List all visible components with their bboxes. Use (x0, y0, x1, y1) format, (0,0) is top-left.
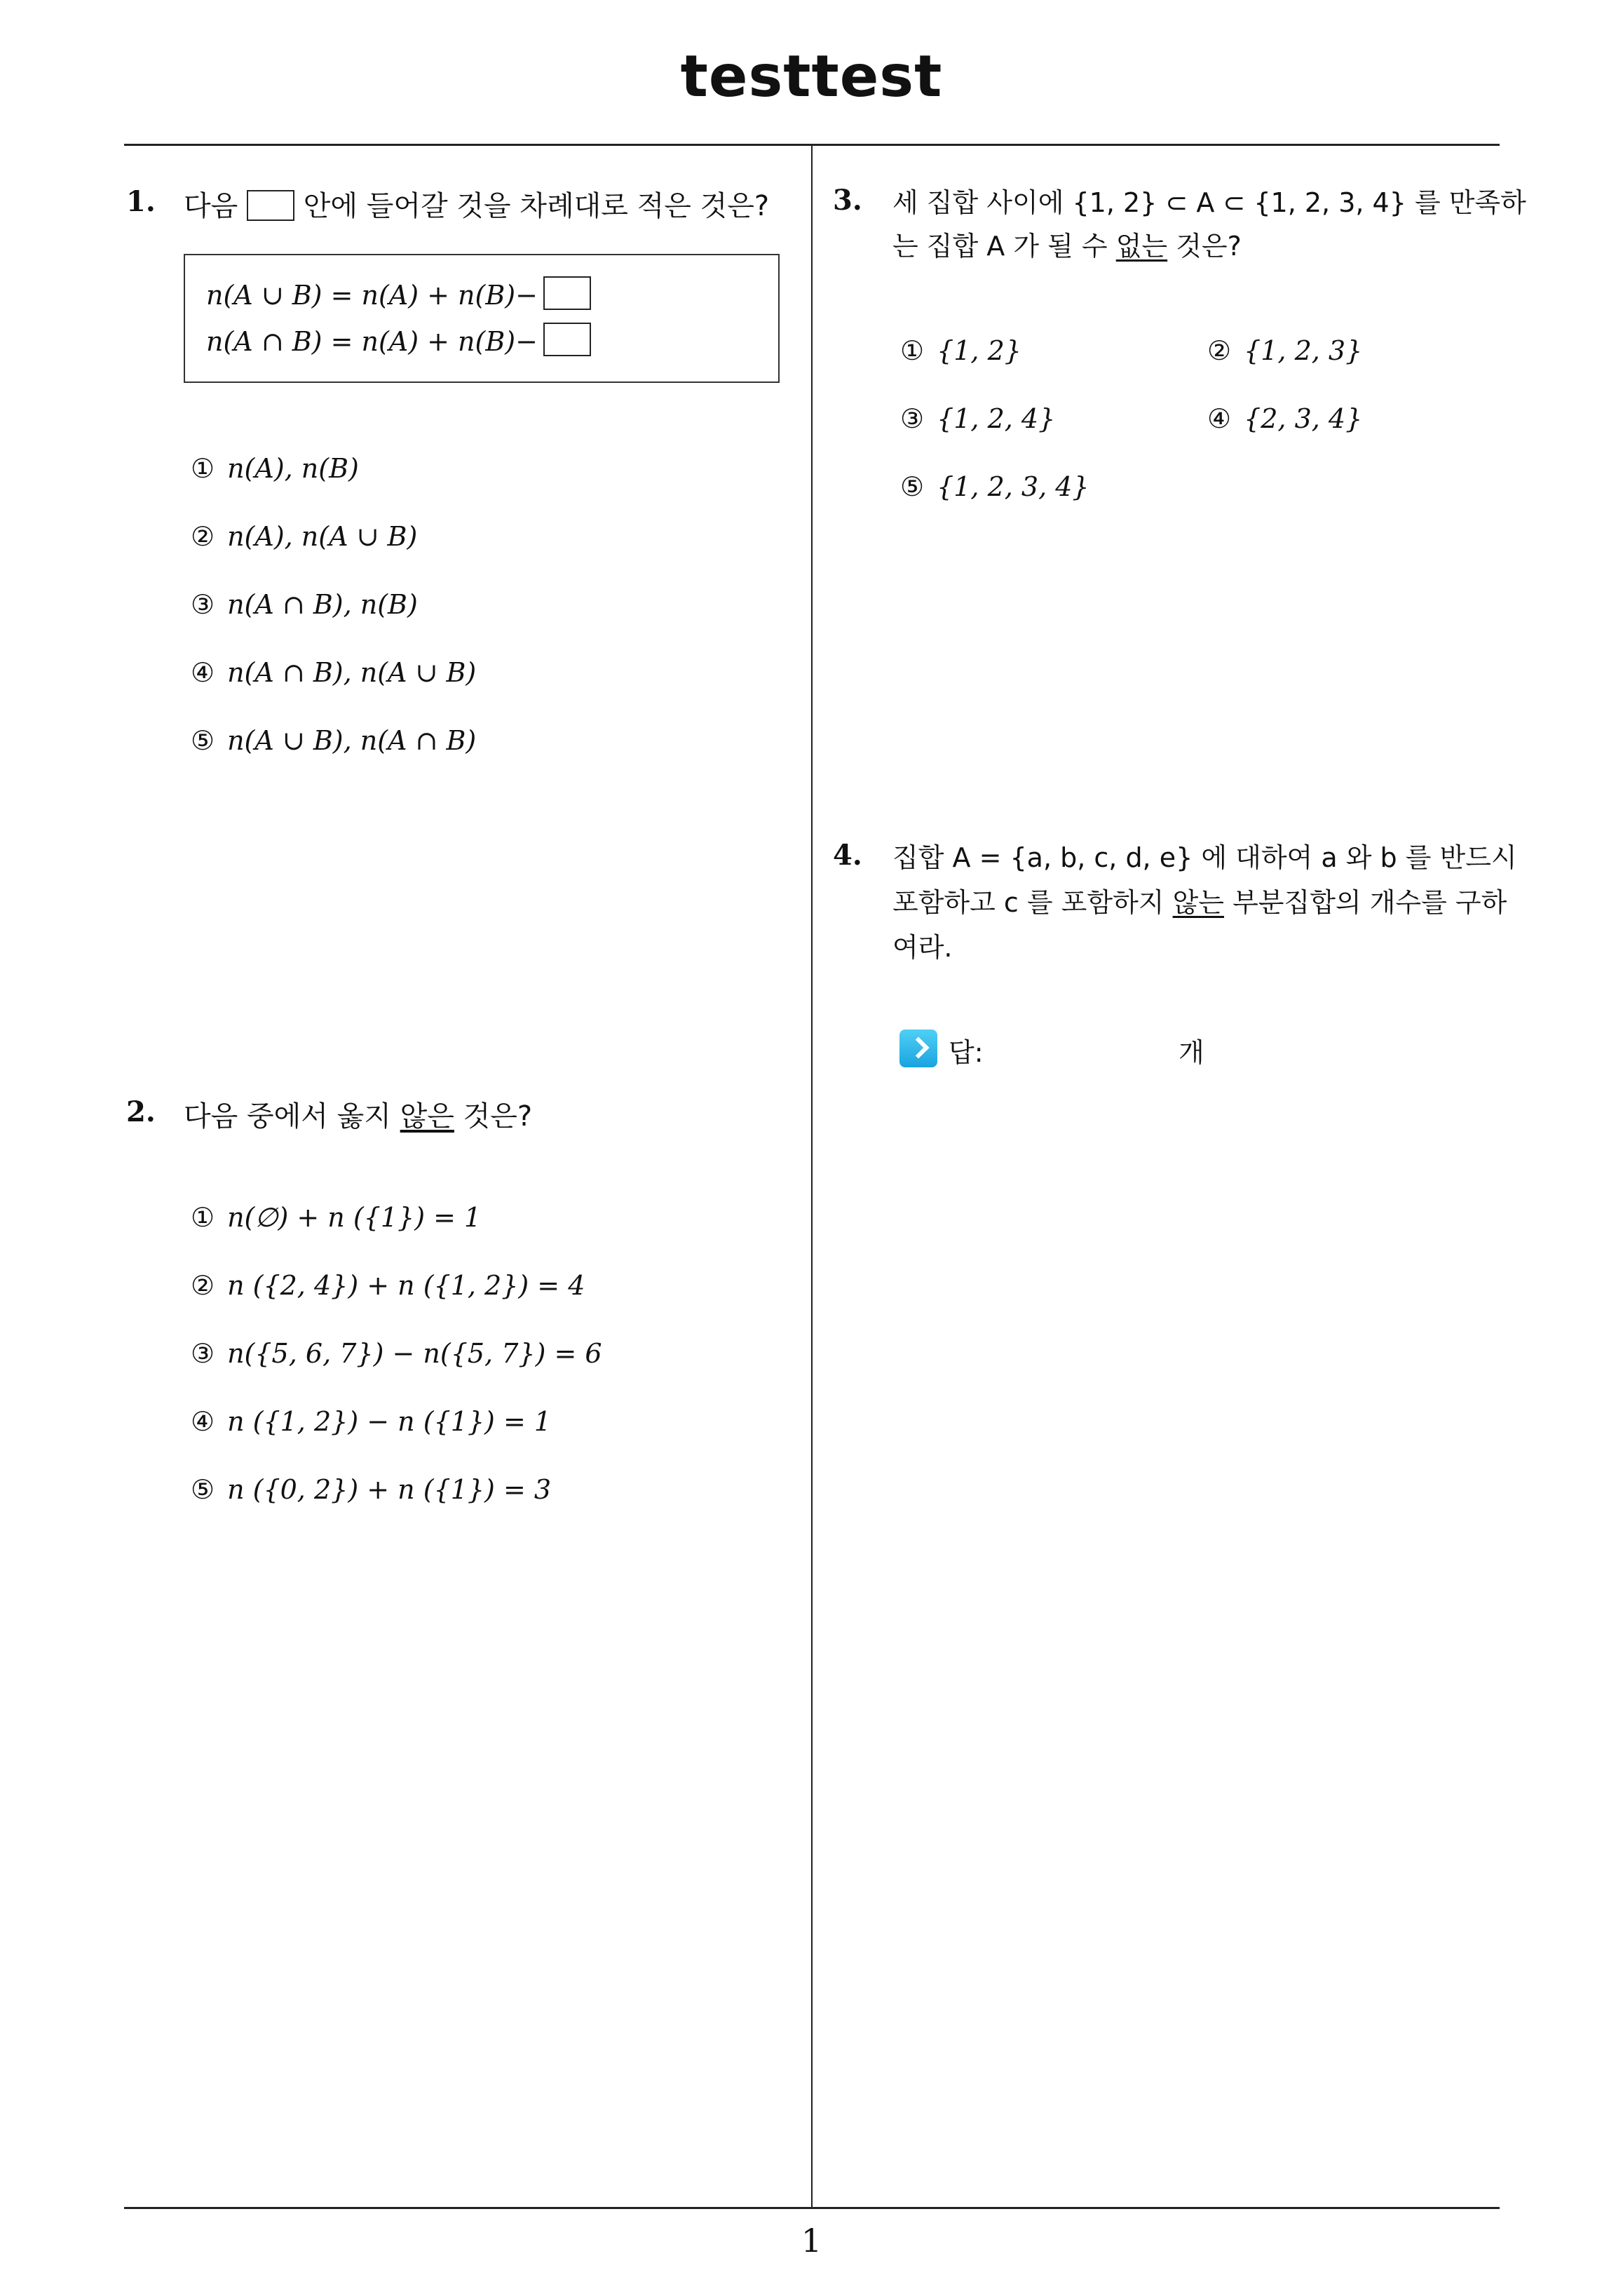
choice-mark: ④ (1207, 403, 1232, 434)
choice-5[interactable] (191, 1474, 551, 1505)
choice-1[interactable] (900, 335, 1021, 366)
chevron-right-icon (899, 1029, 937, 1067)
answer-blank (543, 276, 591, 310)
answer-unit: 개 (1179, 1037, 1204, 1068)
question-text-after: 부분집합의 개수를 구하 (1224, 887, 1507, 918)
question-text-before: 는 집합 A 가 될 수 (892, 231, 1116, 262)
choice-expr: n(A), n(A ∪ B) (227, 521, 418, 552)
question-text (184, 1094, 532, 1134)
question-text-underlined: 없는 (1115, 231, 1168, 262)
page-number: 1 (801, 2222, 822, 2260)
choice-5[interactable] (900, 471, 1089, 502)
choice-expr: {1, 2, 3} (1244, 335, 1363, 366)
answer-blank (247, 190, 294, 221)
choice-expr: n(A ∩ B), n(A ∪ B) (227, 657, 477, 688)
answer-blank (543, 323, 591, 356)
choice-expr: {2, 3, 4} (1244, 403, 1363, 434)
question-text-before: 다음 (184, 190, 238, 222)
choice-mark: ⑤ (191, 1474, 215, 1505)
choice-mark: ② (191, 1270, 215, 1301)
choice-mark: ③ (191, 1338, 215, 1369)
column-divider (811, 145, 813, 2208)
choice-5[interactable] (191, 725, 476, 756)
formula-box (184, 254, 780, 383)
question-number: 2. (126, 1095, 156, 1128)
choice-2[interactable] (191, 521, 417, 552)
choice-expr: n ({1, 2}) − n ({1}) = 1 (227, 1406, 552, 1437)
choice-3[interactable] (191, 589, 418, 620)
choice-4[interactable] (191, 657, 476, 688)
question-text-line-3: 여라. (892, 932, 953, 963)
choice-expr: n(A ∩ B), n(B) (227, 589, 418, 620)
choice-expr: n({5, 6, 7}) − n({5, 7}) = 6 (227, 1338, 602, 1369)
document-title: testtest (680, 43, 943, 110)
choice-2[interactable] (1207, 335, 1362, 366)
formula-union-text: n(A ∪ B) = n(A) + n(B)− (206, 280, 538, 311)
choice-3[interactable] (900, 403, 1055, 434)
formula-intersection (206, 323, 591, 357)
question-number: 4. (833, 839, 862, 872)
choice-expr: n(∅) + n ({1}) = 1 (227, 1202, 482, 1233)
question-text-line-1: 집합 A = {a, b, c, d, e} 에 대하여 a 와 b 를 반드시 (892, 842, 1517, 873)
choice-2[interactable] (191, 1270, 585, 1301)
question-number: 3. (833, 184, 862, 217)
choice-mark: ② (191, 521, 215, 552)
formula-union (206, 276, 591, 311)
choice-mark: ② (1207, 335, 1232, 366)
choice-expr: {1, 2, 4} (937, 403, 1056, 434)
choice-mark: ③ (191, 589, 215, 620)
question-text-before: 포함하고 c 를 포함하지 (892, 887, 1173, 918)
question-text-after: 안에 들어갈 것을 차례대로 적은 것은? (303, 190, 770, 222)
footer-rule (124, 2207, 1500, 2209)
question-number: 1. (126, 185, 156, 218)
choice-3[interactable] (191, 1338, 602, 1369)
question-text-underlined: 않는 (1172, 887, 1225, 918)
choice-expr: n ({0, 2}) + n ({1}) = 3 (227, 1474, 552, 1505)
choice-mark: ① (900, 335, 925, 366)
choice-4[interactable] (1207, 403, 1362, 434)
choice-4[interactable] (191, 1406, 551, 1437)
choice-mark: ⑤ (900, 471, 925, 502)
choice-1[interactable] (191, 1202, 481, 1233)
answer-label: 답: (949, 1037, 984, 1068)
choice-expr: {1, 2, 3, 4} (937, 471, 1089, 502)
choice-mark: ① (191, 453, 215, 484)
choice-mark: ④ (191, 657, 215, 688)
formula-intersection-text: n(A ∩ B) = n(A) + n(B)− (206, 326, 538, 357)
choice-expr: {1, 2} (937, 335, 1021, 366)
choice-mark: ③ (900, 403, 925, 434)
question-text-underlined: 않은 (400, 1100, 454, 1133)
question-text-after: 것은? (454, 1100, 533, 1133)
choice-mark: ④ (191, 1406, 215, 1437)
choice-mark: ⑤ (191, 725, 215, 756)
choice-mark: ① (191, 1202, 215, 1233)
question-text-before: 다음 중에서 옳지 (184, 1100, 400, 1133)
choice-expr: n(A ∪ B), n(A ∩ B) (227, 725, 477, 756)
question-text-line-2 (892, 881, 1507, 919)
question-text-after: 것은? (1167, 231, 1242, 262)
choice-1[interactable] (191, 453, 359, 484)
choice-expr: n ({2, 4}) + n ({1, 2}) = 4 (227, 1270, 585, 1301)
question-text-line-1: 세 집합 사이에 {1, 2} ⊂ A ⊂ {1, 2, 3, 4} 를 만족하 (892, 187, 1526, 218)
question-text-line-2 (892, 224, 1242, 263)
question-text (184, 184, 769, 224)
choice-expr: n(A), n(B) (227, 453, 359, 484)
